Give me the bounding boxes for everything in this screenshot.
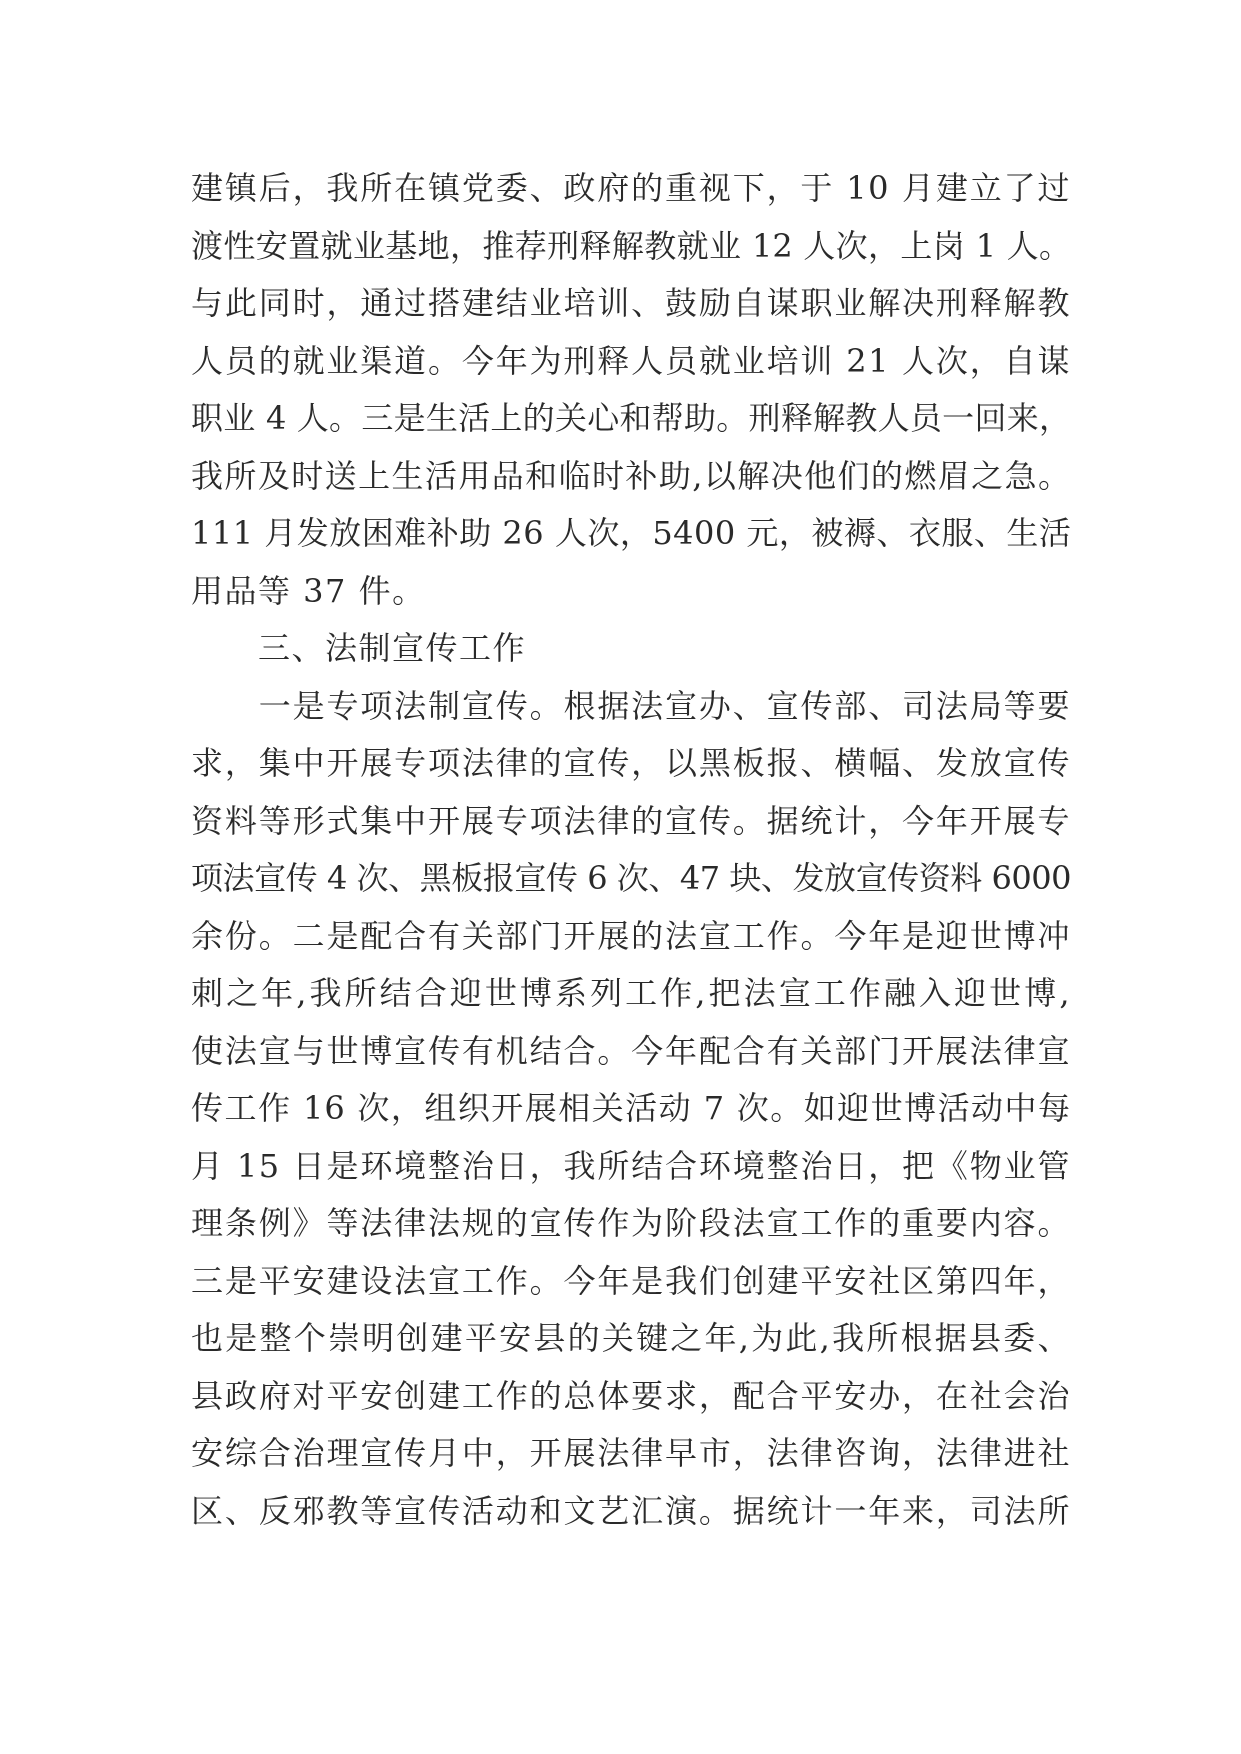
text-line: 安综合治理宣传月中，开展法律早市，法律咨询，法律进社 — [191, 1434, 1071, 1472]
text-line: 也是整个崇明创建平安县的关键之年,为此,我所根据县委、 — [191, 1319, 1071, 1357]
body-text — [191, 160, 1071, 1540]
text-line: 用品等 37 件。 — [191, 571, 426, 610]
text-line: 求，集中开展专项法律的宣传，以黑板报、横幅、发放宣传 — [191, 744, 1071, 782]
text-line: 县政府对平安创建工作的总体要求，配合平安办，在社会治 — [191, 1376, 1071, 1415]
text-line: 一是专项法制宣传。根据法宣办、宣传部、司法局等要 — [191, 686, 1071, 725]
text-line: 建镇后，我所在镇党委、政府的重视下，于 10 月建立了过 — [191, 169, 1071, 207]
text-line: 111 月发放困难补助 26 人次，5400 元，被褥、衣服、生活 — [191, 514, 1072, 552]
text-line: 传工作 16 次，组织开展相关活动 7 次。如迎世博活动中每 — [191, 1089, 1071, 1127]
text-line: 使法宣与世博宣传有机结合。今年配合有关部门开展法律宣 — [191, 1031, 1071, 1070]
text-line: 刺之年,我所结合迎世博系列工作,把法宣工作融入迎世博, — [191, 974, 1071, 1012]
text-line: 区、反邪教等宣传活动和文艺汇演。据统计一年来，司法所 — [191, 1491, 1071, 1530]
text-line: 渡性安置就业基地，推荐刑释解教就业 12 人次，上岗 1 人。 — [191, 226, 1071, 265]
section-heading: 三、法制宣传工作 — [191, 629, 527, 667]
text-line: 职业 4 人。三是生活上的关心和帮助。刑释解教人员一回来， — [191, 399, 1071, 437]
text-line: 人员的就业渠道。今年为刑释人员就业培训 21 人次，自谋 — [191, 341, 1071, 380]
text-line: 月 15 日是环境整治日，我所结合环境整治日，把《物业管 — [191, 1146, 1071, 1185]
text-line: 三是平安建设法宣工作。今年是我们创建平安社区第四年， — [191, 1261, 1071, 1300]
text-line: 我所及时送上生活用品和临时补助,以解决他们的燃眉之急。 — [191, 456, 1071, 495]
text-line: 项法宣传 4 次、黑板报宣传 6 次、47 块、发放宣传资料 6000 — [191, 859, 1071, 897]
text-line: 资料等形式集中开展专项法律的宣传。据统计，今年开展专 — [191, 801, 1071, 840]
text-line: 理条例》等法律法规的宣传作为阶段法宣工作的重要内容。 — [191, 1204, 1071, 1242]
text-line: 与此同时，通过搭建结业培训、鼓励自谋职业解决刑释解教 — [191, 284, 1071, 322]
text-line: 余份。二是配合有关部门开展的法宣工作。今年是迎世博冲 — [191, 916, 1071, 955]
